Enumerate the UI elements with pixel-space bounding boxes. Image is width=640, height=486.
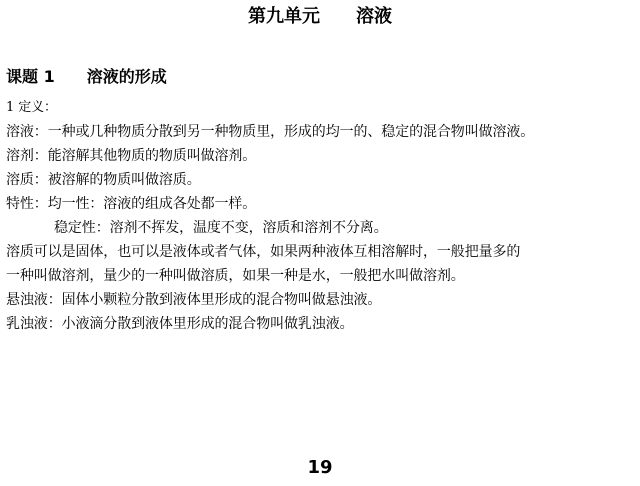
suspension-definition: 悬浊液：固体小颗粒分散到液体里形成的混合物叫做悬浊液。 [6, 292, 382, 308]
page-number: 19 [307, 457, 333, 478]
body-text [6, 96, 636, 336]
solvent-definition: 溶剂：能溶解其他物质的物质叫做溶剂。 [6, 148, 257, 164]
solute-states-line-2: 一种叫做溶剂，量少的一种叫做溶质，如果一种是水，一般把水叫做溶剂。 [6, 268, 465, 284]
solution-definition: 溶液：一种或几种物质分散到另一种物质里，形成的均一的、稳定的混合物叫做溶液。 [6, 124, 535, 140]
emulsion-definition: 乳浊液：小液滴分散到液体里形成的混合物叫做乳浊液。 [6, 316, 354, 332]
characteristics-stability: 稳定性：溶剂不挥发，温度不变，溶质和溶剂不分离。 [54, 220, 388, 236]
solute-definition: 溶质：被溶解的物质叫做溶质。 [6, 172, 201, 188]
page-title: 第九单元 溶液 [248, 6, 392, 27]
solute-states-line-1: 溶质可以是固体，也可以是液体或者气体，如果两种液体互相溶解时，一般把量多的 [6, 244, 521, 260]
characteristics-uniformity: 特性：均一性：溶液的组成各处都一样。 [6, 196, 257, 212]
section-heading: 课题 1 溶液的形成 [6, 67, 167, 86]
definition-label: 1 定义： [6, 100, 57, 115]
